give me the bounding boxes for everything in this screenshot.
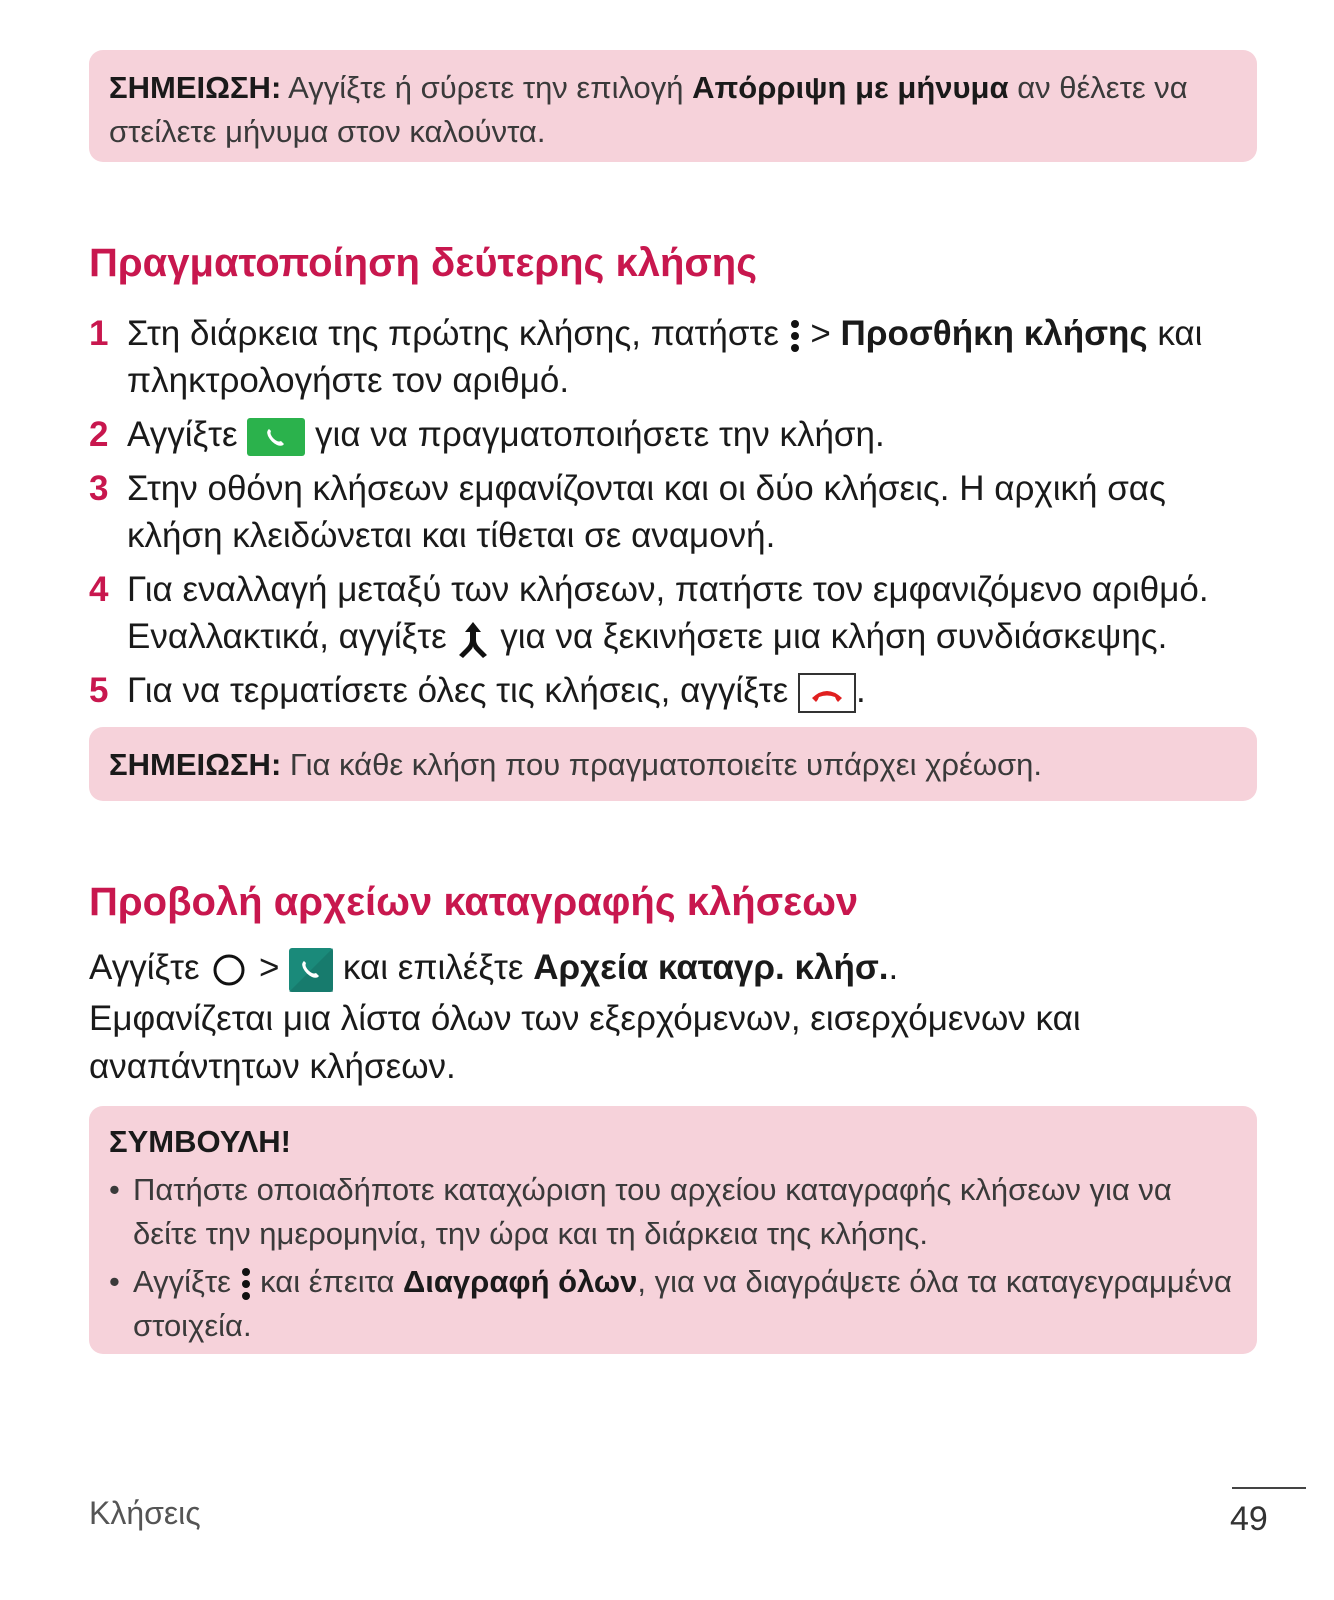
step-text: Για να τερματίσετε όλες τις κλήσεις, αγγίξτε bbox=[127, 671, 798, 710]
tip-item bbox=[109, 1260, 1237, 1348]
step-text: για να πραγματοποιήσετε την κλήση. bbox=[305, 415, 885, 454]
instruction-bold-text: Αρχεία καταγρ. κλήσ. bbox=[533, 948, 889, 987]
step-text: για να ξεκινήσετε μια κλήση συνδιάσκεψης. bbox=[490, 617, 1168, 656]
description-paragraph: Εμφανίζεται μια λίστα όλων των εξερχόμενων, εισερχόμενων και αναπάντητων κλήσεων. bbox=[89, 999, 1081, 1086]
tip-text: Πατήστε οποιαδήποτε καταχώριση του αρχείου καταγραφής κλήσεων για να δείτε την ημερομηνία, την ώρα και τη διάρκεια της κλήσης. bbox=[133, 1172, 1172, 1251]
note-bold-option: Απόρριψη με μήνυμα bbox=[692, 70, 1009, 105]
instruction-text: και επιλέξτε bbox=[333, 948, 534, 987]
step-number: 4 bbox=[89, 570, 109, 609]
step-text: Στην οθόνη κλήσεων εμφανίζονται και οι δύο κλήσεις. Η αρχική σας κλήση κλειδώνεται και τίθεται σε αναμονή. bbox=[127, 469, 1166, 555]
page-number: 49 bbox=[1230, 1500, 1268, 1538]
step-text: Στη διάρκεια της πρώτης κλήσης, πατήστε bbox=[127, 314, 789, 353]
instruction-text: Αγγίξτε bbox=[89, 948, 210, 987]
note-text: Για κάθε κλήση που πραγματοποιείτε υπάρχει χρέωση. bbox=[281, 747, 1043, 782]
step-text: Αγγίξτε bbox=[127, 415, 248, 454]
note-label: ΣΗΜΕΙΩΣΗ: bbox=[109, 70, 282, 105]
step-5 bbox=[89, 667, 1269, 714]
step-number: 2 bbox=[89, 415, 109, 454]
note-label: ΣΗΜΕΙΩΣΗ: bbox=[109, 747, 282, 782]
tip-bold-text: Διαγραφή όλων bbox=[402, 1264, 638, 1299]
step-number: 5 bbox=[89, 671, 109, 710]
note-box bbox=[89, 727, 1257, 801]
page-number-rule bbox=[1232, 1487, 1306, 1489]
note-text-end: αν θέλετε να στείλετε μήνυμα στον καλούντα. bbox=[109, 70, 1188, 149]
more-vert-icon bbox=[789, 317, 801, 355]
section-heading: Προβολή αρχείων καταγραφής κλήσεων bbox=[89, 880, 859, 924]
note-text: Αγγίξτε ή σύρετε την επιλογή bbox=[281, 70, 693, 105]
merge-calls-icon bbox=[456, 620, 490, 658]
instruction-text: > bbox=[249, 948, 290, 987]
step-text: και πληκτρολογήστε τον αριθμό. bbox=[127, 314, 1203, 400]
note-box bbox=[89, 50, 1257, 162]
phone-app-icon bbox=[289, 948, 333, 992]
footer-section-name: Κλήσεις bbox=[89, 1495, 201, 1531]
section-heading: Πραγματοποίηση δεύτερης κλήσης bbox=[89, 241, 758, 285]
instruction-line bbox=[89, 944, 1269, 992]
step-number: 3 bbox=[89, 469, 109, 508]
tip-item bbox=[109, 1168, 1237, 1256]
step-4 bbox=[89, 566, 1269, 660]
tip-title: ΣΥΜΒΟΥΛΗ! bbox=[109, 1124, 291, 1159]
home-circle-icon bbox=[209, 952, 249, 988]
step-bold-text: Προσθήκη κλήσης bbox=[840, 314, 1148, 353]
more-vert-icon bbox=[240, 1265, 252, 1303]
step-text: > bbox=[800, 314, 841, 353]
steps-list bbox=[89, 310, 1269, 721]
step-text: Για εναλλαγή μεταξύ των κλήσεων, πατήστε τον εμφανιζόμενο αριθμό. Εναλλακτικά, αγγίξτε bbox=[127, 570, 1209, 656]
step-text: . bbox=[855, 671, 866, 710]
instruction-text: . bbox=[888, 948, 899, 987]
tip-text: και έπειτα bbox=[251, 1264, 403, 1299]
end-call-icon bbox=[798, 673, 856, 713]
bullet-dot: • bbox=[109, 1172, 120, 1207]
tip-box bbox=[89, 1106, 1257, 1354]
step-3 bbox=[89, 465, 1269, 559]
step-2 bbox=[89, 411, 1269, 458]
tip-text: , για να διαγράψετε όλα τα καταγεγραμμένα στοιχεία. bbox=[133, 1264, 1232, 1343]
step-number: 1 bbox=[89, 314, 109, 353]
step-1 bbox=[89, 310, 1269, 404]
bullet-dot: • bbox=[109, 1264, 120, 1299]
tip-text: Αγγίξτε bbox=[133, 1264, 240, 1299]
phone-call-icon bbox=[247, 418, 305, 456]
